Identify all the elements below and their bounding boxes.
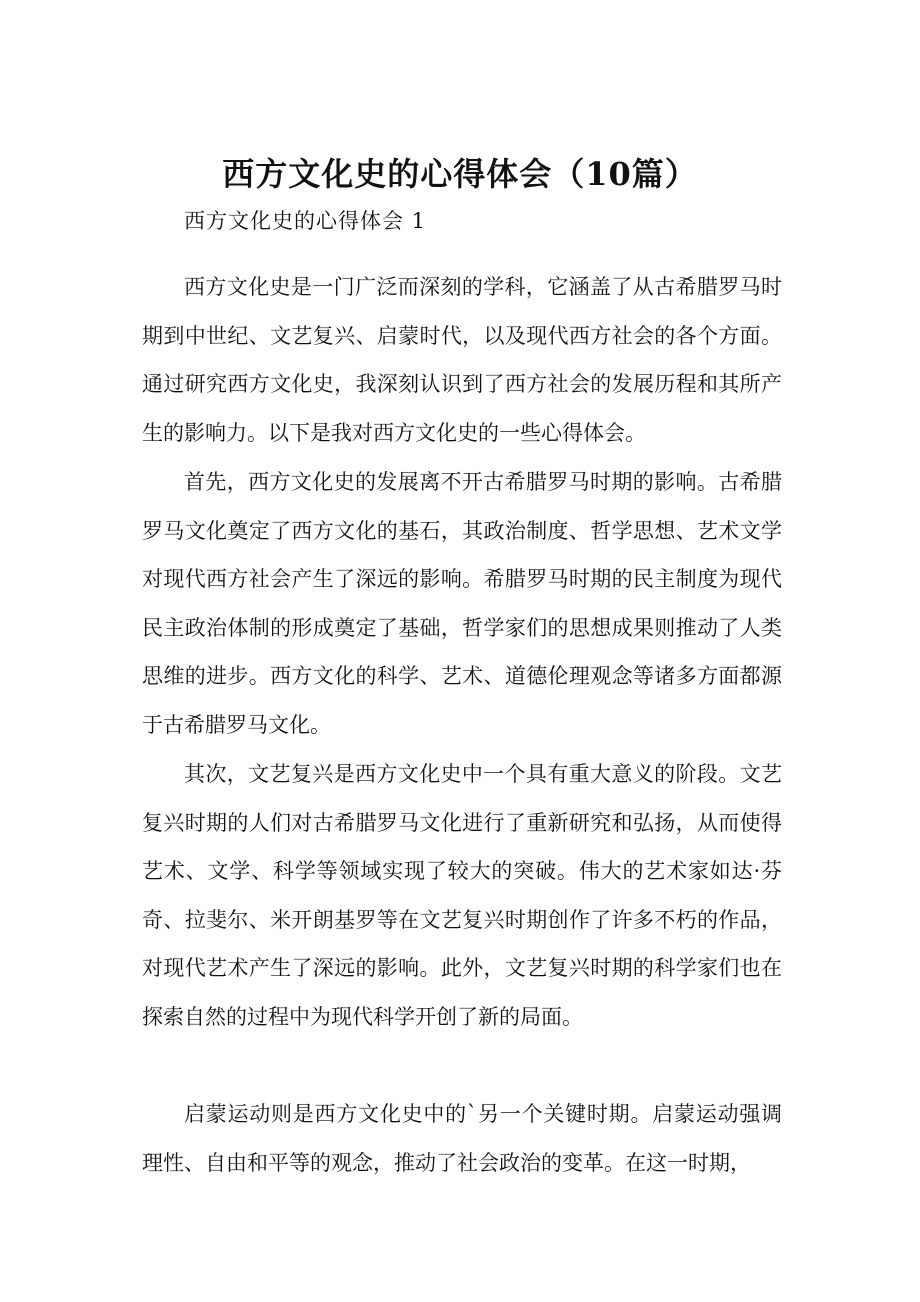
paragraph-enlightenment: 启蒙运动则是西方文化史中的`另一个关键时期。启蒙运动强调理性、自由和平等的观念，推动了社会政治的变革。在这一时期， <box>142 1102 782 1175</box>
document-title: 西方文化史的心得体会（10篇） <box>222 155 698 193</box>
paragraph-renaissance: 其次，文艺复兴是西方文化史中一个具有重大意义的阶段。文艺复兴时期的人们对古希腊罗马文化进行了重新研究和弘扬，从而使得艺术、文学、科学等领域实现了较大的突破。伟大的艺术家如达·芬奇、拉斐尔、米开朗基罗等在文艺复兴时期创作了许多不朽的作品，对现代艺术产生了深远的影响。此外，文艺复兴时期的科学家们也在探索自然的过程中为现代科学开创了新的局面。 <box>142 762 782 1029</box>
paragraph-greek-roman: 首先，西方文化史的发展离不开古希腊罗马时期的影响。古希腊罗马文化奠定了西方文化的基石，其政治制度、哲学思想、艺术文学对现代西方社会产生了深远的影响。希腊罗马时期的民主制度为现代民主政治体制的形成奠定了基础，哲学家们的思想成果则推动了人类思维的进步。西方文化的科学、艺术、道德伦理观念等诸多方面都源于古希腊罗马文化。 <box>142 470 782 737</box>
section-heading: 西方文化史的心得体会 1 <box>184 209 427 233</box>
paragraph-intro: 西方文化史是一门广泛而深刻的学科，它涵盖了从古希腊罗马时期到中世纪、文艺复兴、启蒙时代，以及现代西方社会的各个方面。通过研究西方文化史，我深刻认识到了西方社会的发展历程和其所产生的影响力。以下是我对西方文化史的一些心得体会。 <box>142 275 782 445</box>
